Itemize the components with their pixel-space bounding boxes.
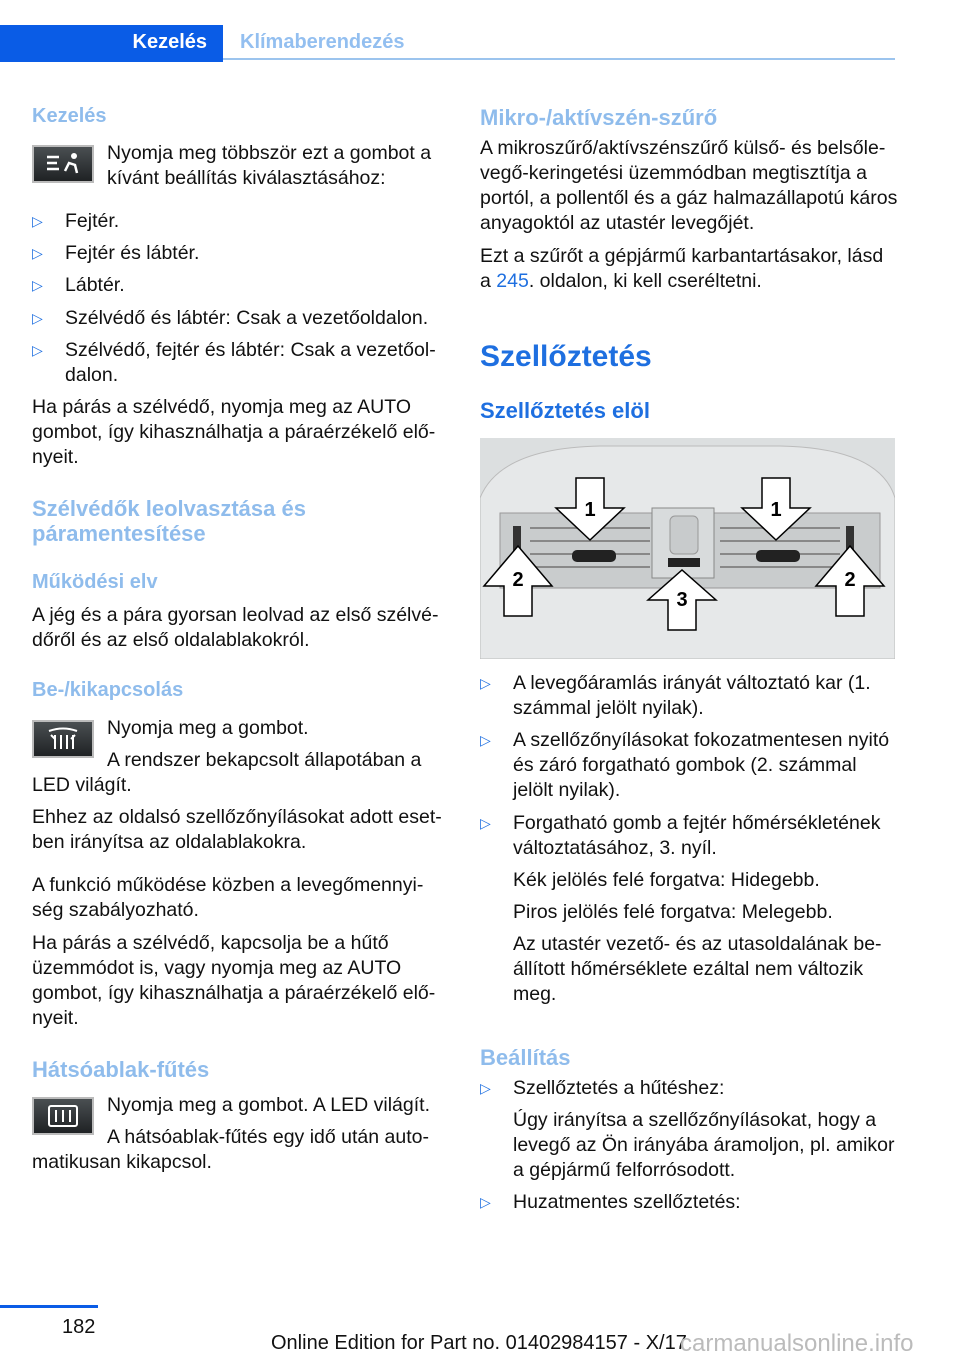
auto-text: Ha párás a szélvédő, nyomja meg az AUTO gombot, így kihasználhatja a páraérzékelő előnyeit. — [32, 396, 436, 468]
heading-szellozes-elol: Szellőztetés elöl — [480, 398, 650, 423]
b-item1-text: Úgy irányítsa a szellőzőnyílásokat, hogy a levegő az Ön irányába áramoljon, pl. amikor a gépjármű felforrósodott. — [513, 1109, 895, 1181]
list-item-text: Lábtér. — [65, 274, 125, 296]
list-item-text: Szélvédő, fejtér és lábtér: Csak a vezetőoldalon. — [65, 339, 436, 386]
tab-klimaberendezes[interactable]: Klímaberendezés — [223, 25, 895, 60]
list-item — [480, 1190, 928, 1215]
list-item-text: Szélvédő és lábtér: Csak a vezetőoldalon. — [65, 307, 429, 329]
csere-text — [480, 244, 895, 294]
heading-be-kikapcsolas: Be-/kikapcsolás — [32, 679, 184, 701]
triangle-bullet-icon: ▷ — [32, 277, 43, 293]
callout-1-right: 1 — [770, 499, 782, 521]
mukodesi-text: A jég és a pára gyorsan leolvad az első szélvédőről és az első oldalablakokról. — [32, 604, 439, 651]
paras-text: Ha párás a szélvédő, kapcsolja be a hűtő üzemmódot is, vagy nyomja meg az AUTO gombot, így kihasználhatja a páraérzékelő előnyeit. — [32, 932, 436, 1029]
piros-text: Piros jelölés felé forgatva: Melegebb. — [513, 901, 833, 923]
utaster-text: Az utastér vezető- és az utasoldalának beállított hőmérséklete ezáltal nem változik meg. — [513, 933, 882, 1005]
callout-2-right: 2 — [844, 569, 856, 591]
list-item — [32, 241, 480, 266]
heading-mukodesi-elv: Működési elv — [32, 571, 158, 593]
callout-1-left: 1 — [584, 499, 596, 521]
be-ki-text-1: Nyomja meg a gombot. — [107, 717, 309, 739]
footer-rule — [0, 1305, 98, 1308]
triangle-bullet-icon: ▷ — [480, 675, 491, 691]
triangle-bullet-icon: ▷ — [32, 213, 43, 229]
list-item-text: Fejtér. — [65, 210, 120, 232]
hatso-text-2: A hátsóablak-fűtés egy idő után automatikusan kikapcsol. — [32, 1126, 429, 1173]
kezeles-text: Nyomja meg többször ezt a gombot a kívánt beállítás kiválasztásához: — [107, 142, 432, 189]
kek-text: Kék jelölés felé forgatva: Hidegebb. — [513, 869, 820, 891]
page-link-245[interactable]: 245 — [496, 270, 529, 292]
list-item — [480, 1076, 928, 1101]
list-item — [32, 306, 480, 331]
list-item — [32, 209, 480, 234]
edition-text: Online Edition for Part no. 01402984157 - X/17 — [271, 1332, 687, 1354]
heading-beallitas: Beállítás — [480, 1045, 571, 1070]
heading-mikroszuro: Mikro-/aktívszén-szűrő — [480, 105, 718, 130]
list-item — [32, 273, 480, 298]
list-item — [32, 338, 447, 388]
list-item-text: A levegőáramlás irányát változtató kar (1. számmal jelölt nyilak). — [513, 672, 871, 719]
triangle-bullet-icon: ▷ — [480, 732, 491, 748]
tab-kezeles[interactable]: Kezelés — [0, 25, 223, 62]
triangle-bullet-icon: ▷ — [32, 342, 43, 358]
callout-2-left: 2 — [512, 569, 524, 591]
callout-3: 3 — [676, 589, 688, 611]
watermark: carmanualsonline.info — [680, 1330, 914, 1357]
csere-post: . oldalon, ki kell cseréltetni. — [528, 270, 762, 292]
triangle-bullet-icon: ▷ — [480, 1080, 491, 1096]
triangle-bullet-icon: ▷ — [32, 310, 43, 326]
list-item — [480, 811, 928, 861]
list-item — [480, 671, 908, 721]
list-item — [480, 728, 898, 803]
page-number: 182 — [62, 1316, 96, 1338]
ehhez-text: Ehhez az oldalsó szellőzőnyílásokat adott esetben irányítsa az oldalablakokra. — [32, 806, 442, 853]
list-item-text: Szellőztetés a hűtéshez: — [513, 1077, 725, 1099]
heading-hatsoablak: Hátsóablak-fűtés — [32, 1057, 210, 1082]
air-distribution-button-icon — [32, 145, 94, 183]
triangle-bullet-icon: ▷ — [480, 815, 491, 831]
heading-szelvedo: Szélvédők leolvasztása és páramentesítése — [32, 496, 306, 546]
list-item-text: Forgatható gomb a fejtér hőmérsékletének változtatásához, 3. nyíl. — [513, 812, 881, 859]
triangle-bullet-icon: ▷ — [32, 245, 43, 261]
triangle-bullet-icon: ▷ — [480, 1194, 491, 1210]
hatso-text-1: Nyomja meg a gombot. A LED világít. — [107, 1094, 430, 1116]
mikro-text: A mikroszűrő/aktívszénszűrő külső- és belsőlevegő-keringetési üzemmódban megtisztítja a portól, a pollentől és a gáz halmazállapotú káros anyagoktól az utastér levegőjét. — [480, 137, 898, 234]
be-ki-text-2: A rendszer bekapcsolt állapotában a LED világít. — [32, 749, 422, 796]
list-item-text: A szellőzőnyílásokat fokozatmentesen nyitó és záró forgatható gombok (2. számmal jelölt nyilak). — [513, 729, 890, 801]
front-vent-figure — [480, 438, 895, 659]
heading-szellozes: Szellőztetés — [480, 340, 652, 373]
csere-pre: Ezt a szűrőt a gépjármű karbantartásakor, lásd a — [480, 245, 884, 292]
funkcio-text: A funkció működése közben a levegőmennyiség szabályozható. — [32, 874, 424, 921]
list-item-text: Fejtér és lábtér. — [65, 242, 200, 264]
list-item-text: Huzatmentes szellőztetés: — [513, 1191, 741, 1213]
heading-kezeles: Kezelés — [32, 105, 107, 127]
